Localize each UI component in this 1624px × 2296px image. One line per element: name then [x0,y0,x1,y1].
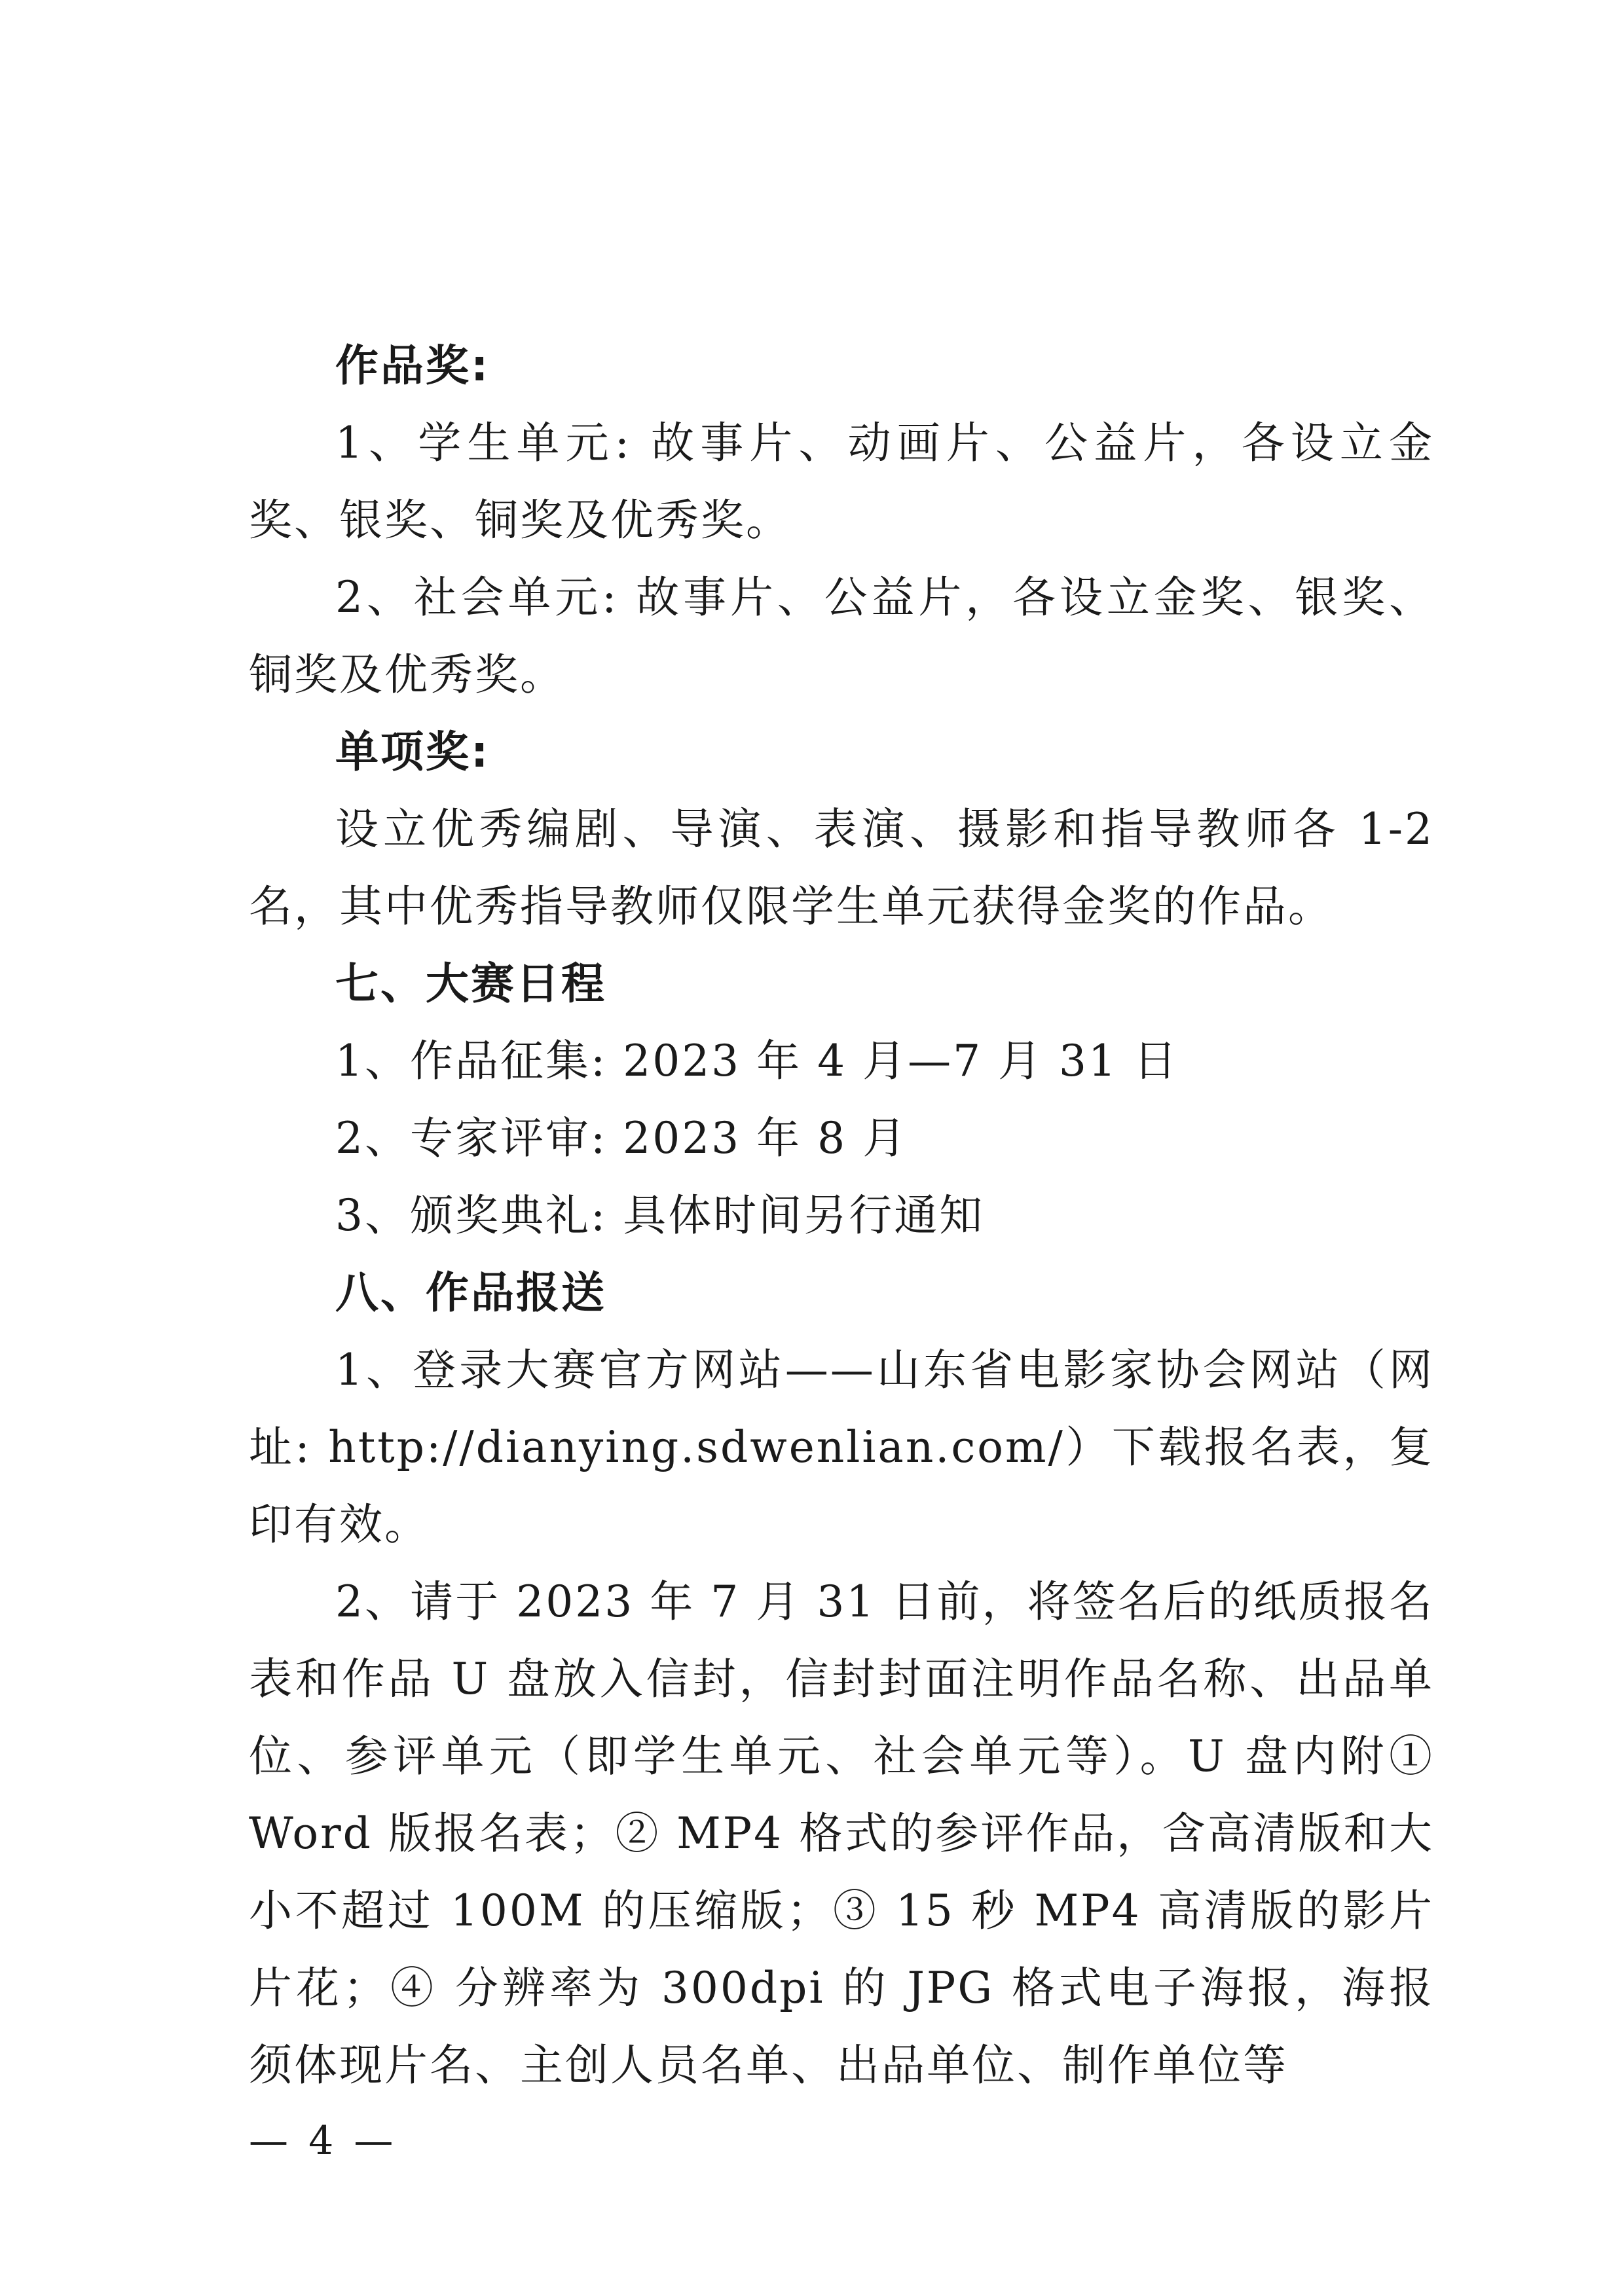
para-schedule-collection: 1、作品征集: 2023 年 4 月—7 月 31 日 [335,1036,1179,1086]
page-number: — 4 — [249,2118,397,2164]
heading-schedule: 七、大赛日程 [335,958,606,1009]
heading-submission: 八、作品报送 [335,1267,606,1318]
para-individual-award: 设立优秀编剧、导演、表演、摄影和指导教师各 1-2 名，其中优秀指导教师仅限学生单元获得金奖的作品。 [249,804,1434,932]
heading-individual-award: 单项奖: [335,727,490,777]
para-submission-mail: 2、请于 2023 年 7 月 31 日前，将签名后的纸质报名表和作品 U 盘放入信封，信封封面注明作品名称、出品单位、参评单元（即学生单元、社会单元等）。U 盘内附① Word 版报名表；② MP4 格式的参评作品，含高清版和大小不超过 100M 的压缩版；③ 15 秒 MP4 高清版的影片片花；④ 分辨率为 300dpi 的 JPG 格式电子海报，海报须体现片名、主创人员名单、出品单位、制作单位等 [249,1576,1434,2090]
para-submission-website: 1、登录大赛官方网站——山东省电影家协会网站（网址: http://dianying.sdwenlian.com/）下载报名表，复印有效。 [249,1345,1434,1550]
para-schedule-review: 2、专家评审: 2023 年 8 月 [335,1113,908,1163]
para-schedule-ceremony: 3、颁奖典礼: 具体时间另行通知 [335,1190,985,1241]
document-body [249,327,1434,2104]
heading-works-award: 作品奖: [335,340,490,391]
para-social-unit: 2、社会单元: 故事片、公益片，各设立金奖、银奖、铜奖及优秀奖。 [249,572,1434,700]
para-student-unit: 1、学生单元: 故事片、动画片、公益片，各设立金奖、银奖、铜奖及优秀奖。 [249,418,1434,545]
